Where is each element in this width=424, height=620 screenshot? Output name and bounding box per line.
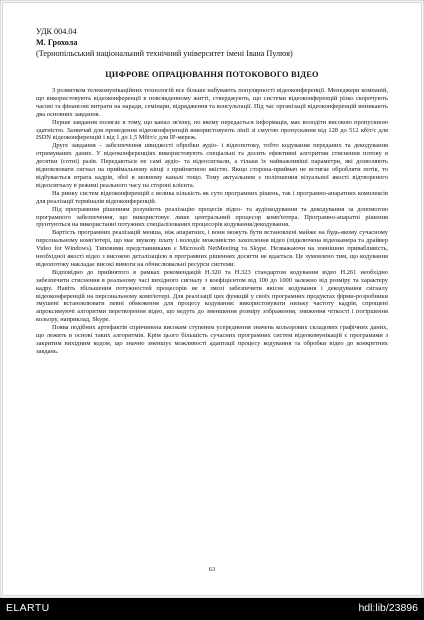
repository-footer [0,598,424,620]
repository-name: ELARTU [6,602,50,614]
paragraph: Відповідно до прийнятого в рамках рекомендацій H.320 та H.323 стандартом кодування відео H.261 необхідно забезпечити стиснення в реальному часі вихідного сигналу з коефіцієнтом від 100 до 1000 залежно від розміру та характеру кадру. Навіть збільшення потужностей процесорів не в змозі забезпечити якісне кодування і декодування сигналу відеоконференцій на персональному комп'ютері. Для реалізації цих функцій у своїх програмних продуктах фірми-розробники змушені встановлювати певні обмеження для процесу кодування: використовувати низьку частоту кадрів, спрощені апроксимуючі алгоритми перетворення відео, що ведуть до зменшення розміру зображення, зниження чіткості і погіршення кольору, наприклад, Skype. [36,268,388,324]
paragraph: Перше завдання полягає в тому, що канал зв'язку, по якому передається інформація, має володіти високою пропускною здатністю. Зазвичай для проведення відеоконференцій використовують лінії зі смугою пропускання від 128 до 512 кбіт/с для ISDN відеоконференцій і від 1 до 1,5 Мбіт/с для IP-мереж. [36,118,388,142]
paragraph: Вартість програмних реалізацій менша, ніж апаратних, і вони можуть бути встановлені майже на будь-якому сучасному персональному комп'ютері, що має звукову плату і володіє можливістю захоплення відео (підключена відеокамера та драйвер Video for Windows). Типовими представниками є Microsoft NetMeeting та Skype. Незважаючи на зовнішню привабливість, необхідної якості відео з високою деталізацією в програмних рішеннях досягти не вдається. Це зумовлено тим, що кодування відеопотоку накладає високі вимоги на обчислювальні ресурси системи. [36,229,388,268]
udk-code: УДК 004.04 [36,27,77,36]
author-affiliation: (Тернопільський національний технічний університет імені Івана Пулюя) [36,49,293,58]
paragraph: Під програмним рішенням розуміють реалізацію процесів відео- та аудіокодування та декодування за допомогою програмного забезпечення, що використовує лише центральний процесор комп'ютера. Програмно-апаратні рішення ґрунтуються на використанні потужних спеціалізованих процесорів кодування/декодування. [36,205,388,229]
paragraph: З розвитком телекомунікаційних технологій все більше набувають популярності відеоконференції. Менеджери компаній, що використовують відеоконференції в повсякденному житті, стверджують, що системи відеоконференцій різко скорочують часові та фінансові витрати на наради, семінари, відрядження та консультації. Під час організації відеоконференцій виникають два основних завдання. [36,87,388,118]
paragraph: Друге завдання – забезпечення швидкості обробки аудіо- і відеопотоку, тобто кодування переданих та декодування отримуваних даних. У відеоконференціях використовують спеціальні та досить ефективні алгоритми стиснення потоку в десятки (сотні) разів. Передаються не самі аудіо- та відеосигнали, а тільки їх найважливіші параметри, які дозволяють відновлювати сигнал на приймальному кінці з прийнятною якістю. Якщо сторона-приймач не встигає обробляти потік, то відбувається втрата кадрів, збої в мовному каналі тощо. Тому актуальним є поліпшення візуальної якості відтвореного відеосигналу в режимі реального часу на стороні клієнта. [36,142,388,189]
article-body [36,87,388,356]
page-number: 63 [208,566,216,573]
handle-identifier: hdl:lib/23896 [358,602,418,614]
article-title: ЦИФРОВЕ ОПРАЦЮВАННЯ ПОТОКОВОГО ВІДЕО [105,70,319,79]
paragraph: На ринку систем відеоконференцій є велика кількість як суто програмних рішень, так і програмно-апаратних комплексів для реалізації терміналів відеоконференцій. [36,189,388,205]
paragraph: Поява подібних артефактів спричинена високим ступенем усереднення значень кольорових складових графічних даних, що лежить в основі таких алгоритмів. Крім цього більшість сучасних програмних систем відеокомунікацій є програмами з закритим вихідним кодом, що значно зменшує можливості адаптації процесу кодування та обробки відео до конкретних завдань. [36,324,388,355]
author-name: М. Грохола [36,38,78,47]
